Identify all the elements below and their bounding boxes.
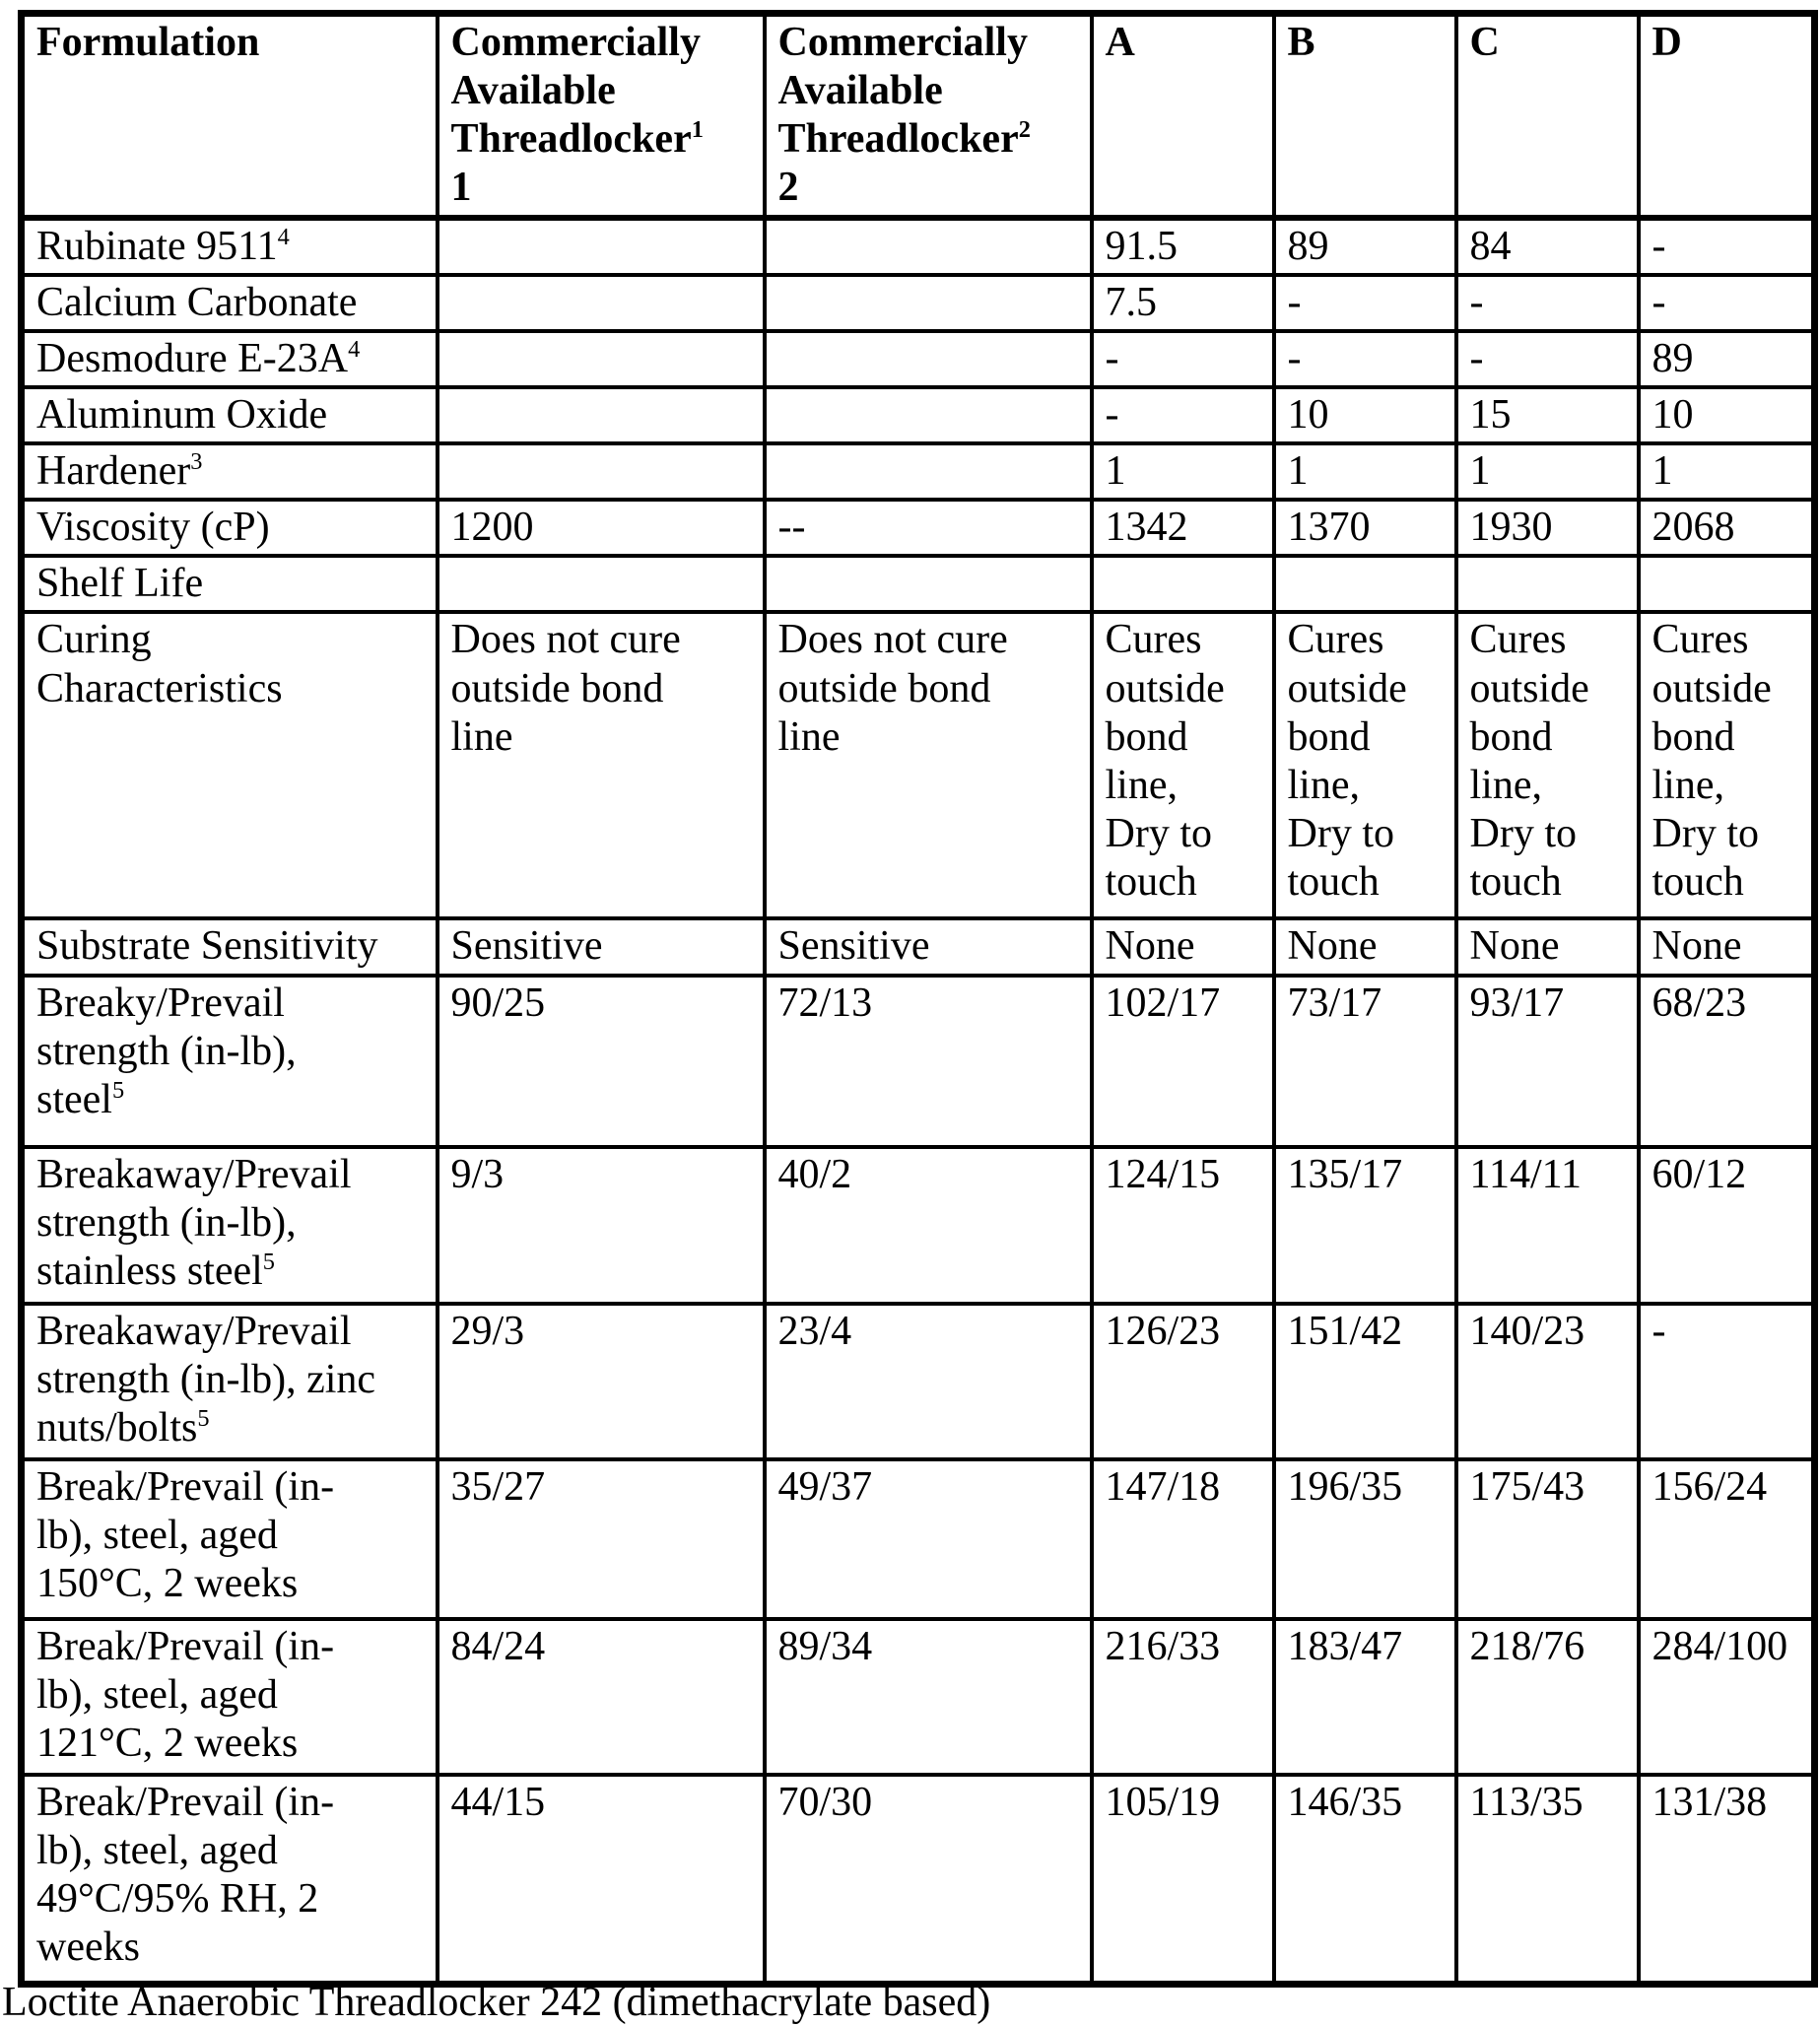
value-cell: Cures outside bond line, Dry to touch (1274, 612, 1456, 918)
value-cell: 113/35 (1456, 1775, 1639, 1985)
value-cell: 89/34 (765, 1619, 1092, 1775)
value-cell: 70/30 (765, 1775, 1092, 1985)
column-header: B (1274, 14, 1456, 218)
value-cell: - (1639, 1304, 1815, 1459)
table-row (22, 976, 1815, 1147)
column-header: Commercially Available Threadlocker$^2$ 2 (765, 14, 1092, 218)
row-label-cell: Breaky/Prevail strength (in-lb), steel$^5$ (22, 976, 438, 1147)
table-row (22, 1775, 1815, 1985)
table-row (22, 1304, 1815, 1459)
value-cell (1456, 556, 1639, 612)
value-cell: 35/27 (438, 1459, 765, 1619)
value-cell: 60/12 (1639, 1147, 1815, 1304)
value-cell: - (1092, 331, 1274, 387)
footnote-text: Loctite Anaerobic Threadlocker 242 (dimethacrylate based) (2, 1980, 991, 2025)
value-cell: Does not cure outside bond line (765, 612, 1092, 918)
value-cell: 89 (1274, 218, 1456, 275)
value-cell: 156/24 (1639, 1459, 1815, 1619)
value-cell: 72/13 (765, 976, 1092, 1147)
formulation-comparison-table (18, 10, 1818, 1988)
row-label-cell: Substrate Sensitivity (22, 918, 438, 975)
value-cell: 1 (1639, 443, 1815, 500)
value-cell: 23/4 (765, 1304, 1092, 1459)
value-cell: 218/76 (1456, 1619, 1639, 1775)
row-label-cell: Desmodure $E-23A^4$ (22, 331, 438, 387)
table-row (22, 218, 1815, 275)
value-cell (765, 218, 1092, 275)
table-row (22, 1619, 1815, 1775)
value-cell: - (1456, 331, 1639, 387)
table-row (22, 275, 1815, 331)
value-cell: 10 (1274, 387, 1456, 443)
column-header: A (1092, 14, 1274, 218)
value-cell (438, 218, 765, 275)
value-cell (438, 331, 765, 387)
table-row (22, 1459, 1815, 1619)
value-cell (1274, 556, 1456, 612)
row-label-cell: Hardener$^3$ (22, 443, 438, 500)
value-cell: 196/35 (1274, 1459, 1456, 1619)
row-label-cell: Calcium Carbonate (22, 275, 438, 331)
row-label-cell: Break/Prevail (in- lb), steel, aged 121°C, 2 weeks (22, 1619, 438, 1775)
header-row (22, 14, 1815, 218)
value-cell: 90/25 (438, 976, 765, 1147)
value-cell (438, 275, 765, 331)
column-header: C (1456, 14, 1639, 218)
value-cell: 126/23 (1092, 1304, 1274, 1459)
value-cell: None (1092, 918, 1274, 975)
value-cell: 183/47 (1274, 1619, 1456, 1775)
value-cell: 2068 (1639, 500, 1815, 556)
value-cell: 175/43 (1456, 1459, 1639, 1619)
value-cell: 131/38 (1639, 1775, 1815, 1985)
value-cell (765, 443, 1092, 500)
value-cell (765, 275, 1092, 331)
value-cell: 1200 (438, 500, 765, 556)
value-cell: 114/11 (1456, 1147, 1639, 1304)
value-cell: 15 (1456, 387, 1639, 443)
value-cell (1639, 556, 1815, 612)
value-cell: - (1639, 275, 1815, 331)
value-cell: 124/15 (1092, 1147, 1274, 1304)
value-cell: Cures outside bond line, Dry to touch (1456, 612, 1639, 918)
value-cell (765, 556, 1092, 612)
value-cell: 105/19 (1092, 1775, 1274, 1985)
row-label-cell: Breakaway/Prevail strength (in-lb), zinc nuts/bolts$^5$ (22, 1304, 438, 1459)
value-cell: 1930 (1456, 500, 1639, 556)
value-cell: 284/100 (1639, 1619, 1815, 1775)
value-cell: Sensitive (765, 918, 1092, 975)
value-cell: 49/37 (765, 1459, 1092, 1619)
table-header (22, 14, 1815, 218)
column-header: Formulation (22, 14, 438, 218)
table-row (22, 918, 1815, 975)
value-cell: Cures outside bond line, Dry to touch (1639, 612, 1815, 918)
row-label-cell: Shelf Life (22, 556, 438, 612)
table-row (22, 443, 1815, 500)
table-row (22, 1147, 1815, 1304)
table-row (22, 331, 1815, 387)
value-cell (438, 556, 765, 612)
value-cell: - (1456, 275, 1639, 331)
table-body (22, 218, 1815, 1985)
value-cell: - (1274, 331, 1456, 387)
row-label-cell: Break/Prevail (in- lb), steel, aged 150°C, 2 weeks (22, 1459, 438, 1619)
value-cell (765, 387, 1092, 443)
value-cell: None (1274, 918, 1456, 975)
value-cell: 1 (1274, 443, 1456, 500)
value-cell: 1 (1456, 443, 1639, 500)
value-cell: 7.5 (1092, 275, 1274, 331)
value-cell: Sensitive (438, 918, 765, 975)
value-cell: Cures outside bond line, Dry to touch (1092, 612, 1274, 918)
value-cell: 68/23 (1639, 976, 1815, 1147)
row-label-cell: Rubinate 9511$^4$ (22, 218, 438, 275)
value-cell: 1370 (1274, 500, 1456, 556)
value-cell: 140/23 (1456, 1304, 1639, 1459)
value-cell: 147/18 (1092, 1459, 1274, 1619)
value-cell: 89 (1639, 331, 1815, 387)
value-cell: 151/42 (1274, 1304, 1456, 1459)
value-cell: - (1092, 387, 1274, 443)
value-cell: 73/17 (1274, 976, 1456, 1147)
value-cell: 216/33 (1092, 1619, 1274, 1775)
value-cell: 44/15 (438, 1775, 765, 1985)
value-cell: None (1639, 918, 1815, 975)
value-cell: 135/17 (1274, 1147, 1456, 1304)
table-row (22, 556, 1815, 612)
row-label-cell: Break/Prevail (in- lb), steel, aged 49°C/95% RH, 2 weeks (22, 1775, 438, 1985)
column-header: Commercially Available Threadlocker$^1$ 1 (438, 14, 765, 218)
value-cell (1092, 556, 1274, 612)
table-row (22, 612, 1815, 918)
value-cell (438, 443, 765, 500)
value-cell: - (1274, 275, 1456, 331)
value-cell: None (1456, 918, 1639, 975)
row-label-cell: Breakaway/Prevail strength (in-lb), stainless steel$^5$ (22, 1147, 438, 1304)
value-cell: -- (765, 500, 1092, 556)
row-label-cell: Aluminum Oxide (22, 387, 438, 443)
value-cell: - (1639, 218, 1815, 275)
document-page (0, 10, 1820, 2025)
column-header: D (1639, 14, 1815, 218)
value-cell: 93/17 (1456, 976, 1639, 1147)
value-cell: 1342 (1092, 500, 1274, 556)
value-cell: 29/3 (438, 1304, 765, 1459)
value-cell: 91.5 (1092, 218, 1274, 275)
value-cell: Does not cure outside bond line (438, 612, 765, 918)
table-row (22, 387, 1815, 443)
value-cell: 84/24 (438, 1619, 765, 1775)
value-cell: 84 (1456, 218, 1639, 275)
table-row (22, 500, 1815, 556)
value-cell (765, 331, 1092, 387)
value-cell: 1 (1092, 443, 1274, 500)
value-cell: 10 (1639, 387, 1815, 443)
value-cell: 40/2 (765, 1147, 1092, 1304)
value-cell: 9/3 (438, 1147, 765, 1304)
row-label-cell: Curing Characteristics (22, 612, 438, 918)
value-cell: 102/17 (1092, 976, 1274, 1147)
value-cell: 146/35 (1274, 1775, 1456, 1985)
value-cell (438, 387, 765, 443)
row-label-cell: Viscosity (cP) (22, 500, 438, 556)
